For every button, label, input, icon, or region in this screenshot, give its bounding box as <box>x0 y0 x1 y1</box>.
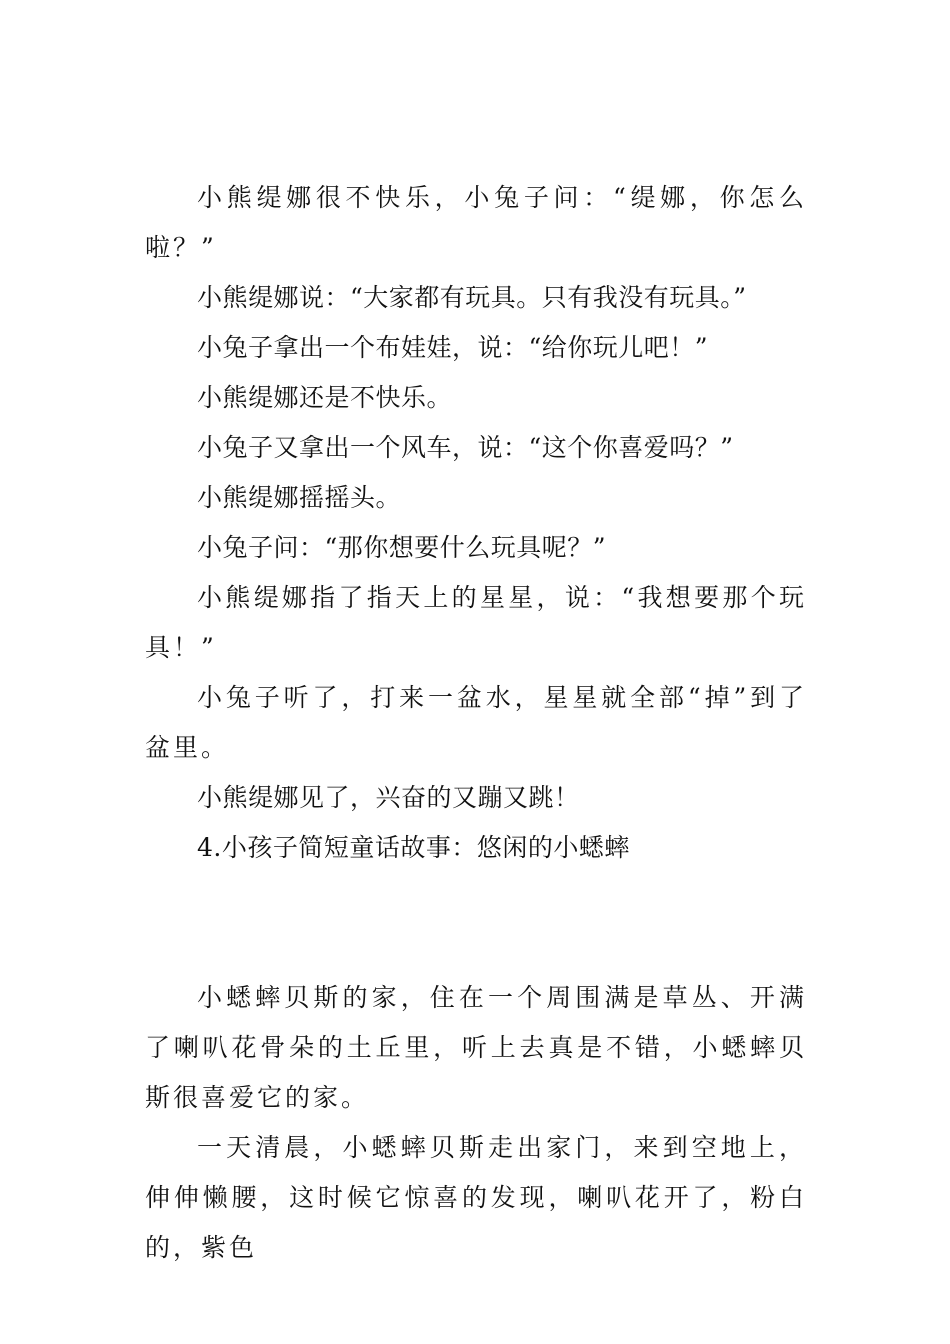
paragraph-9: 小兔子听了，打来一盆水，星星就全部“掉”到了盆里。 <box>145 683 807 762</box>
paragraph-3: 小兔子拿出一个布娃娃，说：“给你玩儿吧！” <box>197 333 709 362</box>
paragraph-11: 小蟋蟀贝斯的家，住在一个周围满是草丛、开满了喇叭花骨朵的土丘里，听上去真是不错，小蟋蟀贝斯很喜爱它的家。 <box>145 983 807 1112</box>
paragraph-6: 小熊缇娜摇摇头。 <box>197 483 402 512</box>
paragraph-5: 小兔子又拿出一个风车，说：“这个你喜爱吗？” <box>197 433 734 462</box>
paragraph-10: 小熊缇娜见了，兴奋的又蹦又跳！ <box>197 783 580 812</box>
section-heading: 4.小孩子简短童话故事：悠闲的小蟋蟀 <box>197 833 630 862</box>
paragraph-1: 小熊缇娜很不快乐，小兔子问：“缇娜，你怎么啦？” <box>145 183 807 262</box>
paragraph-4: 小熊缇娜还是不快乐。 <box>197 383 453 412</box>
paragraph-2: 小熊缇娜说：“大家都有玩具。只有我没有玩具。” <box>197 283 747 312</box>
paragraph-8: 小熊缇娜指了指天上的星星，说：“我想要那个玩具！” <box>145 583 807 662</box>
paragraph-7: 小兔子问：“那你想要什么玩具呢？” <box>197 533 607 562</box>
paragraph-12: 一天清晨，小蟋蟀贝斯走出家门，来到空地上，伸伸懒腰，这时候它惊喜的发现，喇叭花开了，粉白的，紫色 <box>145 1133 807 1262</box>
